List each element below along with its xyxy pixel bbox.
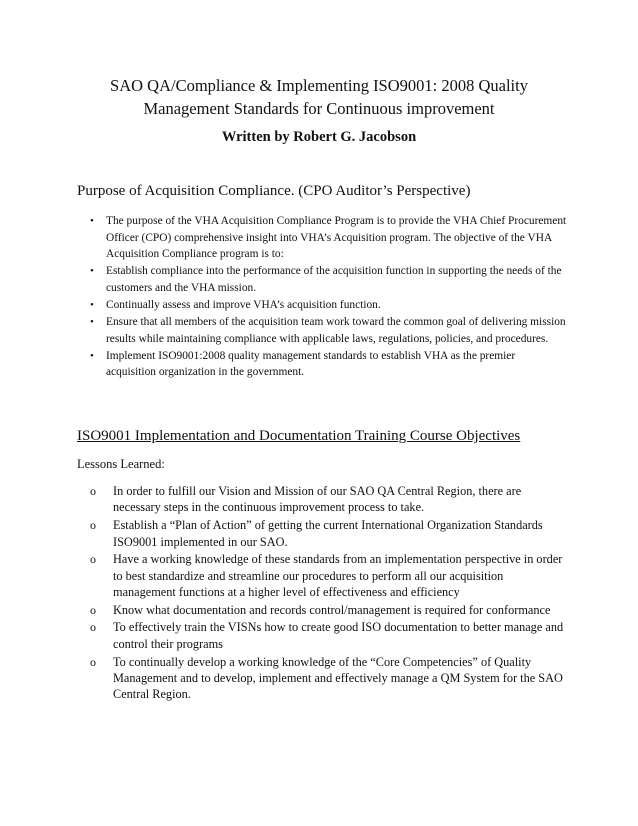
- bullet-icon: •: [90, 298, 94, 311]
- list-item: • Establish compliance into the performance of the acquisition function in supporting the needs of the customers and the VHA mission.: [90, 265, 562, 294]
- bullet-icon: •: [90, 316, 94, 329]
- bullet-icon: •: [90, 265, 94, 278]
- circle-bullet-icon: o: [90, 484, 96, 498]
- title-line-1: SAO QA/Compliance & Implementing ISO9001: 2008 Quality: [110, 76, 528, 95]
- circle-bullet-icon: o: [90, 602, 96, 617]
- list-item: • Ensure that all members of the acquisition team work toward the common goal of delivering mission results while maintaining compliance with applicable laws, regulations, policies, and procedures.: [90, 316, 566, 345]
- list-item: • Continually assess and improve VHA’s acquisition function.: [77, 297, 567, 314]
- author-line: Written by Robert G. Jacobson: [221, 129, 417, 145]
- list-item: o Establish a “Plan of Action” of getting the current International Organization Standards ISO9001 implemented in our SAO.: [90, 518, 543, 549]
- bullet-icon: •: [90, 349, 94, 362]
- purpose-heading: Purpose of Acquisition Compliance. (CPO Auditor’s Perspective): [77, 183, 471, 199]
- purpose-bullet-list: [77, 213, 567, 381]
- title-line-2: Management Standards for Continuous improvement: [143, 99, 495, 118]
- list-item: o To continually develop a working knowledge of the “Core Competencies” of Quality Management and to develop, implement and effectively manage a QM System for the SAO Central Region.: [90, 654, 563, 702]
- list-item: • Implement ISO9001:2008 quality management standards to establish VHA as the premier acquisition organization in the government.: [90, 349, 516, 379]
- circle-bullet-icon: o: [90, 518, 96, 533]
- training-objectives-list: [77, 483, 567, 704]
- bullet-icon: •: [90, 215, 94, 227]
- list-item: o To effectively train the VISNs how to create good ISO documentation to better manage and control their programs: [90, 620, 564, 651]
- lessons-learned-label: Lessons Learned:: [77, 457, 165, 471]
- list-item: o In order to fulfill our Vision and Mission of our SAO QA Central Region, there are necessary steps in the continuous improvement process to take.: [90, 484, 522, 515]
- training-heading: ISO9001 Implementation and Documentation Training Course Objectives: [77, 428, 521, 444]
- list-item: o Have a working knowledge of these standards from an implementation perspective in order to best standardize and streamline our procedures to perform all our acquisition management functions at a higher level of effectiveness and efficiency: [90, 552, 563, 600]
- circle-bullet-icon: o: [90, 654, 96, 669]
- document-title: [70, 74, 568, 120]
- list-item: o Know what documentation and records control/management is required for conformance: [90, 602, 551, 617]
- circle-bullet-icon: o: [90, 620, 96, 635]
- list-item: • The purpose of the VHA Acquisition Compliance Program is to provide the VHA Chief Procurement Officer (CPO) comprehensive insight into VHA’s Acquisition program. The objective of the VHA Acquisition Compliance program is to:: [90, 215, 567, 261]
- circle-bullet-icon: o: [90, 552, 96, 567]
